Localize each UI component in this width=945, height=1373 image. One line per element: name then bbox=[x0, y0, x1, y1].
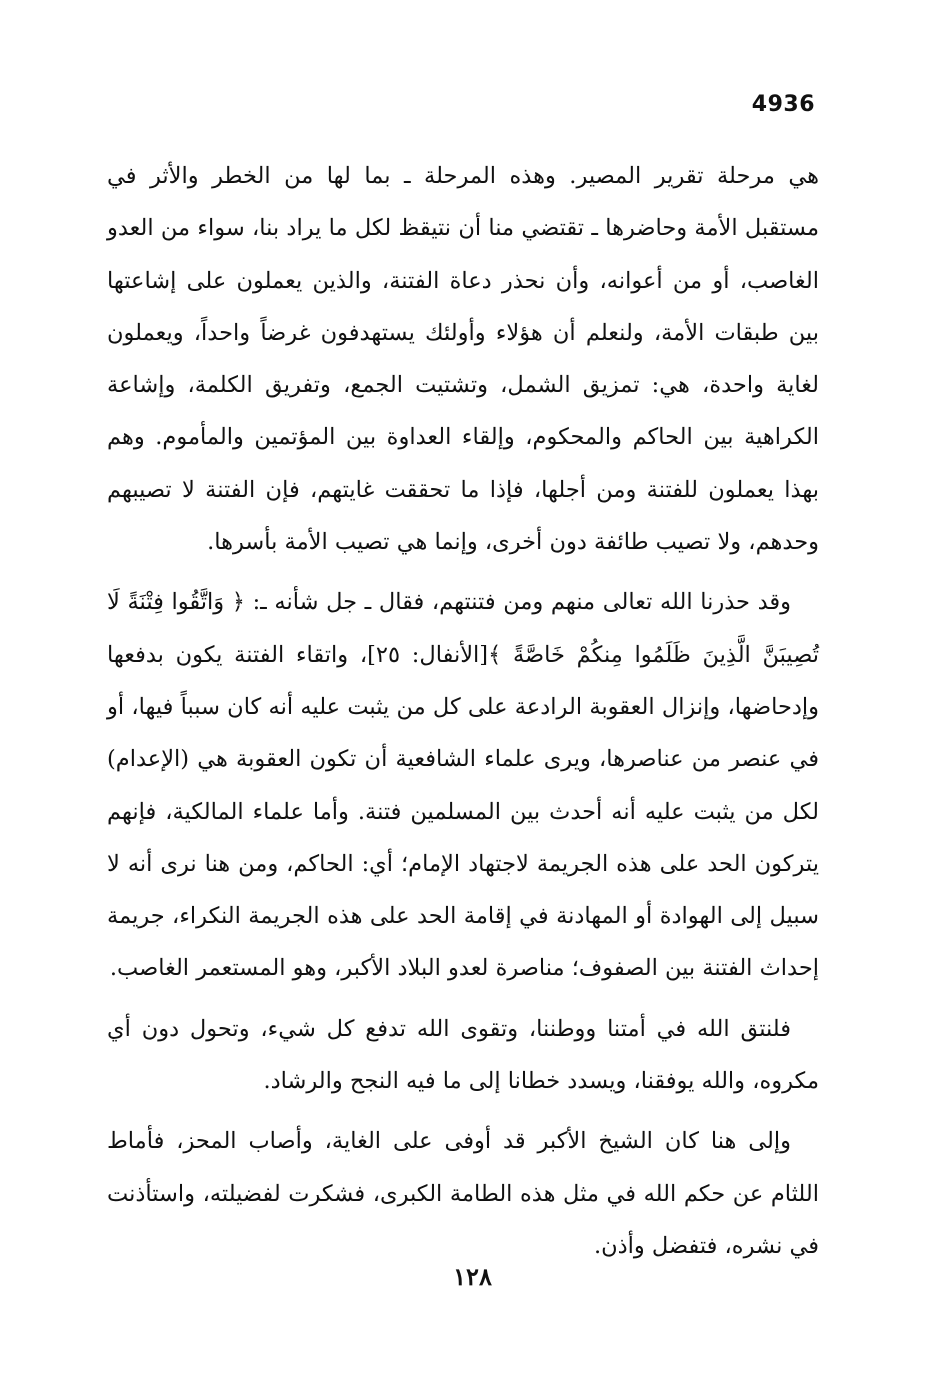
page-reference-number: 4936 bbox=[751, 92, 815, 117]
paragraph-1: هي مرحلة تقرير المصير. وهذه المرحلة ـ بما لها من الخطر والأثر في مستقبل الأمة وحاضرها ـ تقتضي منا أن نتيقظ لكل ما يراد بنا، سواء من العدو الغاصب، أو من أعوانه، وأن نحذر دعاة الفتنة، والذين يعملون على إشاعتها بين طبقات الأمة، ولنعلم أن هؤلاء وأولئك يستهدفون غرضاً واحداً، ويعملون لغاية واحدة، هي: تمزيق الشمل، وتشتيت الجمع، وتفريق الكلمة، وإشاعة الكراهية بين الحاكم والمحكوم، وإلقاء العداوة بين المؤتمين والمأموم. وهم بهذا يعملون للفتنة ومن أجلها، فإذا ما تحققت غايتهم، فإن الفتنة لا تصيبهم وحدهم، ولا تصيب طائفة دون أخرى، وإنما هي تصيب الأمة بأسرها. bbox=[107, 163, 819, 556]
paragraph-2: وقد حذرنا الله تعالى منهم ومن فتنتهم، فقال ـ جل شأنه ـ: ﴿ وَاتَّقُوا فِتْنَةً لَا تُصِيبَنَّ الَّذِينَ ظَلَمُوا مِنكُمْ خَاصَّةً ﴾[الأنفال: ٢٥]، واتقاء الفتنة يكون بدفعها وإدحاضها، وإنزال العقوبة الرادعة على كل من يثبت عليه أنه كان سبباً فيها، أو في عنصر من عناصرها، ويرى علماء الشافعية أن تكون العقوبة هي (الإعدام) لكل من يثبت عليه أنه أحدث بين المسلمين فتنة. وأما علماء المالكية، فإنهم يتركون الحد على هذه الجريمة لاجتهاد الإمام؛ أي: الحاكم، ومن هنا نرى أنه لا سبيل إلى الهوادة أو المهادنة في إقامة الحد على هذه الجريمة النكراء، جريمة إحداث الفتنة بين الصفوف؛ مناصرة لعدو البلاد الأكبر، وهو المستعمر الغاصب. bbox=[107, 589, 819, 982]
paragraph-4: وإلى هنا كان الشيخ الأكبر قد أوفى على الغاية، وأصاب المحز، فأماط اللثام عن حكم الله في مثل هذه الطامة الكبرى، فشكرت لفضيلته، واستأذنت في نشره، فتفضل وأذن. bbox=[107, 1128, 819, 1259]
paragraph-3: فلنتق الله في أمتنا ووطننا، وتقوى الله تدفع كل شيء، وتحول دون أي مكروه، والله يوفقنا، ويسدد خطانا إلى ما فيه النجح والرشاد. bbox=[107, 1015, 819, 1095]
body-text bbox=[107, 150, 819, 1280]
page-number: ١٢٨ bbox=[453, 1262, 492, 1291]
